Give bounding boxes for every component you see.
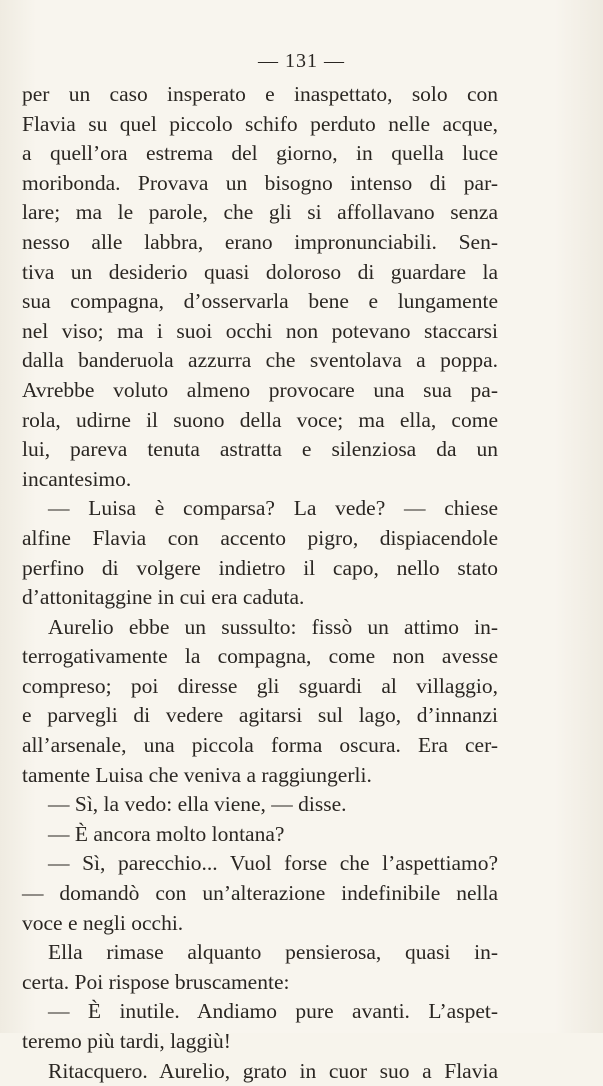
text-line: dalla banderuola azzurra che sventolava a poppa.: [22, 348, 498, 373]
text-line: voce e negli occhi.: [22, 910, 184, 935]
text-line: certa. Poi rispose bruscamente:: [22, 969, 290, 994]
text-line: a quell’ora estrema del giorno, in quella luce: [22, 141, 498, 166]
text-line: Flavia su quel piccolo schifo perduto nelle acque,: [22, 111, 498, 136]
text-line: teremo più tardi, laggiù!: [22, 1029, 231, 1053]
text-line: perfino di volgere indietro il capo, nello stato: [22, 555, 498, 580]
text-line: incantesimo.: [22, 466, 132, 491]
text-line: nesso alle labbra, erano impronunciabili. Sen-: [22, 229, 498, 254]
text-line: — Sì, la vedo: ella viene, — disse.: [48, 792, 347, 817]
text-line: — Luisa è comparsa? La vede? — chiese: [48, 496, 498, 521]
text-line: d’attonitaggine in cui era caduta.: [22, 585, 305, 610]
text-line: tamente Luisa che veniva a raggiungerli.: [22, 762, 372, 787]
text-line: all’arsenale, una piccola forma oscura. Era cer-: [22, 733, 498, 758]
text-line: Ritacquero. Aurelio, grato in cuor suo a Flavia: [48, 1058, 498, 1083]
text-line: nel viso; ma i suoi occhi non potevano staccarsi: [22, 318, 498, 343]
text-line: Avrebbe voluto almeno provocare una sua pa-: [22, 377, 498, 402]
body-text: [22, 80, 498, 1086]
text-line: moribonda. Provava un bisogno intenso di par-: [22, 170, 498, 195]
text-line: alfine Flavia con accento pigro, dispiacendole: [22, 525, 498, 550]
text-line: per un caso insperato e inaspettato, solo con: [22, 82, 498, 106]
text-line: lare; ma le parole, che gli si affollavano senza: [22, 200, 498, 225]
page-number: — 131 —: [258, 50, 345, 72]
text-line: lui, pareva tenuta astratta e silenziosa da un: [22, 437, 498, 462]
text-line: sua compagna, d’osservarla bene e lungamente: [22, 289, 498, 314]
text-line: terrogativamente la compagna, come non avesse: [22, 644, 498, 669]
text-line: Aurelio ebbe un sussulto: fissò un attimo in-: [48, 614, 498, 639]
text-line: rola, udirne il suono della voce; ma ella, come: [22, 407, 498, 432]
text-line: e parvegli di vedere agitarsi sul lago, d’innanzi: [22, 703, 498, 728]
text-line: — È ancora molto lontana?: [48, 821, 285, 846]
text-line: Ella rimase alquanto pensierosa, quasi in-: [48, 940, 498, 965]
text-line: tiva un desiderio quasi doloroso di guardare la: [22, 259, 498, 284]
text-line: compreso; poi diresse gli sguardi al villaggio,: [22, 673, 498, 698]
text-line: — È inutile. Andiamo pure avanti. L’aspet-: [48, 999, 498, 1024]
text-line: — Sì, parecchio... Vuol forse che l’aspettiamo?: [48, 851, 498, 876]
text-line: — domandò con un’alterazione indefinibile nella: [22, 881, 498, 906]
